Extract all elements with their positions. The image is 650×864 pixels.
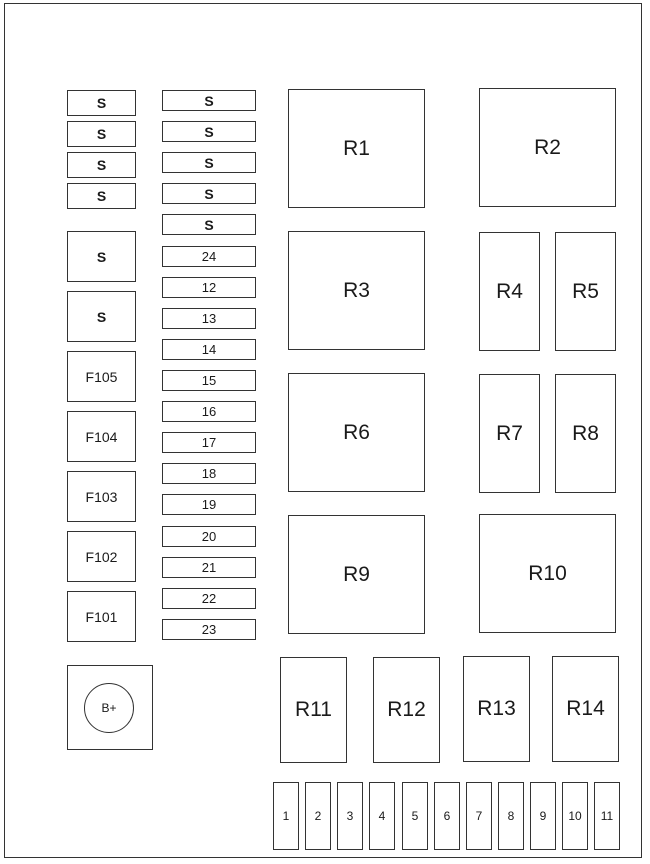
relay-label: R10	[528, 561, 567, 585]
left-fuse-s-6[interactable]	[67, 291, 136, 342]
left-fuse-label: S	[96, 248, 107, 265]
fuse-f104[interactable]	[67, 411, 136, 462]
mid-fuse-label: 24	[201, 249, 217, 264]
bottom-fuse-label: 5	[411, 809, 419, 823]
battery-terminal[interactable]	[84, 683, 134, 733]
mid-fuse-22[interactable]	[162, 588, 256, 609]
mid-fuse-s-3[interactable]	[162, 152, 256, 173]
mid-fuse-label: 15	[201, 373, 217, 388]
mid-fuse-18[interactable]	[162, 463, 256, 484]
relay-label: R6	[343, 420, 370, 444]
mid-fuse-label: 20	[201, 529, 217, 544]
left-fuse-s-4[interactable]	[67, 183, 136, 209]
left-fuse-s-2[interactable]	[67, 121, 136, 147]
fuse-f101[interactable]	[67, 591, 136, 642]
relay-r6[interactable]	[288, 373, 425, 492]
bottom-fuse-label: 10	[568, 809, 582, 823]
relay-r3[interactable]	[288, 231, 425, 350]
bottom-fuse-7[interactable]	[466, 782, 492, 850]
mid-fuse-label: 13	[201, 311, 217, 326]
bottom-fuse-5[interactable]	[402, 782, 428, 850]
bottom-fuse-3[interactable]	[337, 782, 363, 850]
left-fuse-s-5[interactable]	[67, 231, 136, 282]
relay-label: R8	[572, 421, 599, 445]
relay-r9[interactable]	[288, 515, 425, 634]
relay-r13[interactable]	[463, 656, 530, 762]
mid-fuse-20[interactable]	[162, 526, 256, 547]
bottom-fuse-label: 11	[600, 809, 614, 823]
mid-fuse-label: S	[204, 154, 214, 171]
bottom-fuse-label: 3	[346, 809, 354, 823]
mid-fuse-s-4[interactable]	[162, 183, 256, 204]
relay-r2[interactable]	[479, 88, 616, 207]
left-fuse-s-3[interactable]	[67, 152, 136, 178]
left-fuse-s-1[interactable]	[67, 90, 136, 116]
mid-fuse-label: 23	[201, 622, 217, 637]
mid-fuse-label: 12	[201, 280, 217, 295]
fuse-label: F102	[85, 548, 118, 565]
mid-fuse-14[interactable]	[162, 339, 256, 360]
relay-r5[interactable]	[555, 232, 616, 351]
fuse-f102[interactable]	[67, 531, 136, 582]
fuse-label: F101	[85, 608, 118, 625]
relay-label: R5	[572, 279, 599, 303]
fuse-f105[interactable]	[67, 351, 136, 402]
relay-r11[interactable]	[280, 657, 347, 763]
mid-fuse-label: 14	[201, 342, 217, 357]
relay-label: R1	[343, 136, 370, 160]
mid-fuse-label: S	[204, 123, 214, 140]
bottom-fuse-label: 2	[314, 809, 322, 823]
left-fuse-label: S	[96, 188, 107, 204]
bottom-fuse-1[interactable]	[273, 782, 299, 850]
mid-fuse-23[interactable]	[162, 619, 256, 640]
bottom-fuse-10[interactable]	[562, 782, 588, 850]
bottom-fuse-label: 6	[443, 809, 451, 823]
mid-fuse-s-5[interactable]	[162, 214, 256, 235]
mid-fuse-12[interactable]	[162, 277, 256, 298]
mid-fuse-label: S	[204, 185, 214, 202]
mid-fuse-label: 16	[201, 404, 217, 419]
relay-r10[interactable]	[479, 514, 616, 633]
left-fuse-label: S	[96, 308, 107, 325]
bottom-fuse-8[interactable]	[498, 782, 524, 850]
battery-label: B+	[101, 701, 117, 715]
relay-r14[interactable]	[552, 656, 619, 762]
left-fuse-label: S	[96, 126, 107, 142]
relay-label: R11	[295, 698, 332, 721]
mid-fuse-label: 17	[201, 435, 217, 450]
relay-label: R12	[387, 698, 426, 721]
relay-r7[interactable]	[479, 374, 540, 493]
relay-r1[interactable]	[288, 89, 425, 208]
left-fuse-label: S	[96, 157, 107, 173]
relay-label: R9	[343, 562, 370, 586]
relay-label: R3	[343, 278, 370, 302]
mid-fuse-label: 22	[201, 591, 217, 606]
fuse-label: F103	[85, 488, 118, 505]
mid-fuse-17[interactable]	[162, 432, 256, 453]
relay-label: R7	[496, 421, 523, 445]
bottom-fuse-label: 8	[507, 809, 515, 823]
mid-fuse-15[interactable]	[162, 370, 256, 391]
bottom-fuse-label: 4	[378, 809, 386, 823]
relay-label: R2	[534, 135, 561, 159]
mid-fuse-label: S	[204, 92, 214, 109]
mid-fuse-19[interactable]	[162, 494, 256, 515]
fuse-f103[interactable]	[67, 471, 136, 522]
relay-r8[interactable]	[555, 374, 616, 493]
fuse-label: F104	[85, 428, 118, 445]
relay-r4[interactable]	[479, 232, 540, 351]
bottom-fuse-label: 9	[539, 809, 547, 823]
mid-fuse-s-2[interactable]	[162, 121, 256, 142]
bottom-fuse-label: 7	[475, 809, 483, 823]
mid-fuse-13[interactable]	[162, 308, 256, 329]
fuse-label: F105	[85, 368, 118, 385]
left-fuse-label: S	[96, 95, 107, 111]
bottom-fuse-label: 1	[282, 809, 290, 823]
mid-fuse-21[interactable]	[162, 557, 256, 578]
bottom-fuse-4[interactable]	[369, 782, 395, 850]
mid-fuse-label: 18	[201, 466, 217, 481]
mid-fuse-label: S	[204, 216, 214, 233]
relay-label: R4	[496, 279, 523, 303]
relay-r12[interactable]	[373, 657, 440, 763]
bottom-fuse-2[interactable]	[305, 782, 331, 850]
mid-fuse-label: 21	[201, 560, 217, 575]
mid-fuse-24[interactable]	[162, 246, 256, 267]
relay-label: R14	[566, 697, 605, 720]
relay-label: R13	[477, 697, 516, 720]
bottom-fuse-6[interactable]	[434, 782, 460, 850]
mid-fuse-16[interactable]	[162, 401, 256, 422]
mid-fuse-s-1[interactable]	[162, 90, 256, 111]
bottom-fuse-11[interactable]	[594, 782, 620, 850]
bottom-fuse-9[interactable]	[530, 782, 556, 850]
mid-fuse-label: 19	[201, 497, 217, 512]
